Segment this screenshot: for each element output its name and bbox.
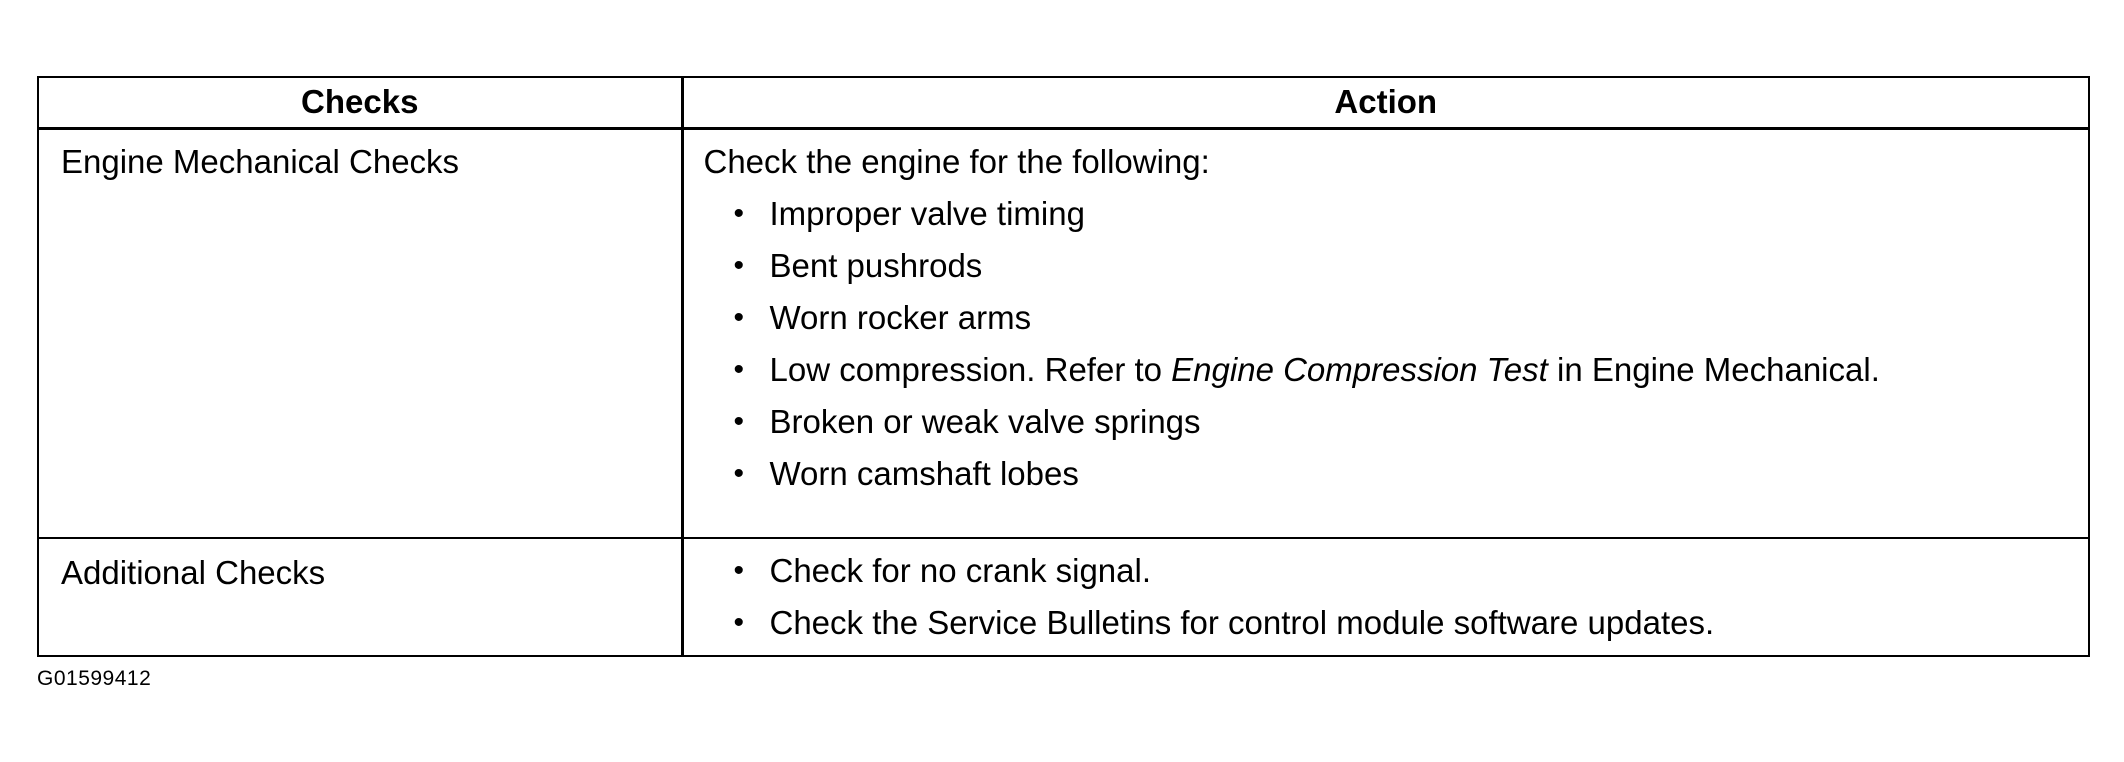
- additional-checks-list: [704, 539, 2069, 642]
- list-item-text-before: Low compression. Refer to: [769, 350, 1172, 388]
- bullet-icon: •: [733, 352, 745, 386]
- header-action: Action: [682, 77, 2089, 128]
- list-item-text: Broken or weak valve springs: [769, 402, 1201, 440]
- table-header-row: [38, 77, 2089, 128]
- diagnostic-checks-table: [37, 76, 2090, 657]
- table-row: [38, 128, 2089, 538]
- bullet-icon: •: [733, 196, 745, 230]
- bullet-icon: •: [733, 404, 745, 438]
- list-item: [704, 246, 2069, 285]
- list-item: [704, 194, 2069, 233]
- engine-checks-list: [704, 194, 2069, 493]
- list-item: [704, 350, 2069, 389]
- list-item: [704, 298, 2069, 337]
- list-item-text: Worn rocker arms: [769, 298, 1032, 336]
- figure-id: G01599412: [37, 667, 152, 690]
- list-item-text-after: in Engine Mechanical.: [1547, 350, 1880, 388]
- list-item: [704, 551, 2069, 590]
- bullet-icon: •: [733, 554, 745, 587]
- action-cell-engine-mechanical: [682, 128, 2089, 538]
- bullet-icon: •: [733, 300, 745, 334]
- action-cell-additional: [682, 538, 2089, 656]
- list-item-text: Bent pushrods: [769, 246, 983, 284]
- header-checks: Checks: [38, 77, 682, 128]
- bullet-icon: •: [733, 456, 745, 490]
- bullet-icon: •: [733, 248, 745, 282]
- list-item-text: Check the Service Bulletins for control module software updates.: [769, 604, 1715, 641]
- list-item-text: Improper valve timing: [769, 194, 1085, 232]
- list-item: [704, 454, 2069, 493]
- checks-cell-additional: Additional Checks: [38, 538, 682, 656]
- checks-cell-engine-mechanical: Engine Mechanical Checks: [38, 128, 682, 538]
- list-item: [704, 402, 2069, 441]
- table-row: [38, 538, 2089, 656]
- list-item-text: Check for no crank signal.: [769, 552, 1152, 589]
- list-item-text: [770, 351, 1880, 388]
- bullet-icon: •: [733, 606, 745, 639]
- action-intro-text: Check the engine for the following:: [703, 142, 1210, 180]
- list-item: [704, 603, 2069, 642]
- list-item-text: Worn camshaft lobes: [769, 454, 1079, 492]
- procedure-reference-link: Engine Compression Test: [1171, 350, 1548, 388]
